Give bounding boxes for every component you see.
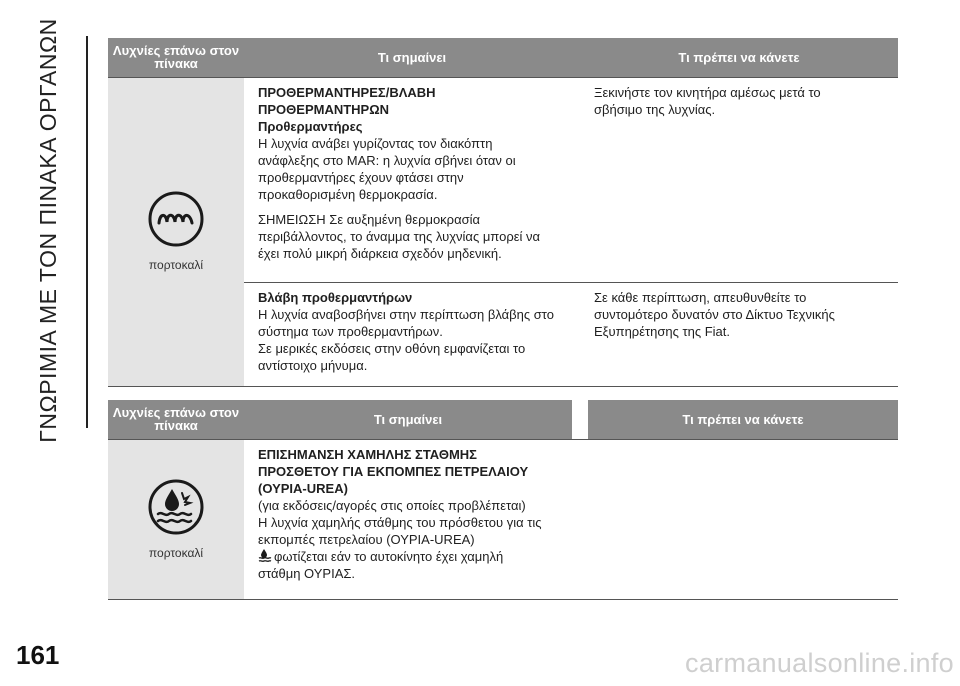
meaning-title: ΠΡΟΣΘΕΤΟΥ ΓΙΑ ΕΚΠΟΜΠΕΣ ΠΕΤΡΕΛΑΙΟΥ: [258, 463, 529, 479]
note-text: ΣΗΜΕΙΩΣΗ Σε αυξημένη θερμοκρασία: [258, 211, 481, 227]
action-cell: [580, 77, 898, 282]
warning-lamps-table-1: [108, 38, 898, 387]
meaning-text: Σε μερικές εκδόσεις στην οθόνη εμφανίζεται το: [258, 340, 526, 356]
meaning-cell: [244, 439, 572, 599]
page-number: 161: [16, 640, 60, 670]
meaning-text: (για εκδόσεις/αγορές στις οποίες προβλέπεται): [258, 497, 526, 513]
urea-level-icon: [146, 477, 206, 537]
meaning-title: (ΟΥΡΙΑ-UREA): [258, 480, 348, 496]
meaning-text: προκαθορισμένη θερμοκρασία.: [258, 186, 438, 202]
section-title: [18, 17, 78, 443]
meaning-cell: [244, 77, 580, 282]
meaning-text: προθερμαντήρες έχουν φτάσει στην: [258, 169, 464, 185]
meaning-text-with-icon: [258, 548, 564, 565]
header-lamps: Λυχνίες επάνω στον πίνακα: [108, 38, 244, 77]
watermark: carmanualsonline.info: [685, 648, 954, 678]
action-text: Ξεκινήστε τον κινητήρα αμέσως μετά το: [594, 84, 821, 100]
glow-plug-icon: [146, 189, 206, 249]
meaning-title: ΕΠΙΣΗΜΑΝΣΗ ΧΑΜΗΛΗΣ ΣΤΑΘΜΗΣ: [258, 446, 477, 462]
lamp-cell: [108, 439, 244, 599]
header-action: Τι πρέπει να κάνετε: [588, 400, 898, 439]
section-title-text: ΓΝΩΡΙΜΙΑ ΜΕ ΤΟΝ ΠΙΝΑΚΑ ΟΡΓΑΝΩΝ: [34, 17, 61, 443]
meaning-text: Η λυχνία αναβοσβήνει στην περίπτωση βλάβης στο: [258, 306, 554, 322]
meaning-text: Η λυχνία χαμηλής στάθμης του πρόσθετου για τις: [258, 514, 542, 530]
note-text: περιβάλλοντος, το άναμμα της λυχνίας μπορεί να: [258, 228, 541, 244]
header-action: Τι πρέπει να κάνετε: [580, 38, 898, 77]
meaning-text: αντίστοιχο μήνυμα.: [258, 357, 368, 373]
meaning-text: σύστημα των προθερμαντήρων.: [258, 323, 443, 339]
meaning-title: ΠΡΟΘΕΡΜΑΝΤΗΡΕΣ/ΒΛΑΒΗ: [258, 84, 436, 100]
meaning-text: εκπομπές πετρελαίου (ΟΥΡΙΑ-UREA): [258, 531, 475, 547]
lamp-color-label: πορτοκαλί: [148, 545, 204, 560]
lamp-cell: [108, 77, 244, 386]
action-text: σβήσιμο της λυχνίας.: [594, 101, 716, 117]
header-meaning: Τι σημαίνει: [244, 400, 572, 439]
action-text: συντομότερο δυνατόν στο Δίκτυο Τεχνικής: [594, 306, 835, 322]
header-meaning: Τι σημαίνει: [244, 38, 580, 77]
action-cell: [588, 439, 898, 599]
action-text: Εξυπηρέτησης της Fiat.: [594, 323, 731, 339]
warning-lamps-table-2: [108, 400, 898, 600]
action-text: Σε κάθε περίπτωση, απευθυνθείτε το: [594, 289, 807, 305]
meaning-text: ανάφλεξης στο MAR: η λυχνία σβήνει όταν οι: [258, 152, 516, 168]
action-cell: [580, 282, 898, 386]
note-text: έχει πολύ μικρή διάρκεια σχεδόν μηδενική.: [258, 245, 502, 261]
urea-level-inline-icon: [258, 549, 272, 562]
header-lamps: Λυχνίες επάνω στον πίνακα: [108, 400, 244, 439]
meaning-text: φωτίζεται εάν το αυτοκίνητο έχει χαμηλή: [274, 548, 504, 564]
meaning-text: στάθμη ΟΥΡΙΑΣ.: [258, 565, 356, 581]
section-divider: [86, 36, 88, 428]
meaning-subtitle: Βλάβη προθερμαντήρων: [258, 289, 413, 305]
meaning-subtitle: Προθερμαντήρες: [258, 118, 363, 134]
lamp-color-label: πορτοκαλί: [148, 258, 204, 272]
meaning-text: Η λυχνία ανάβει γυρίζοντας τον διακόπτη: [258, 135, 493, 151]
column-gap: [572, 439, 588, 599]
meaning-cell: [244, 282, 580, 386]
header-gap: [572, 400, 588, 439]
meaning-title: ΠΡΟΘΕΡΜΑΝΤΗΡΩΝ: [258, 101, 390, 117]
